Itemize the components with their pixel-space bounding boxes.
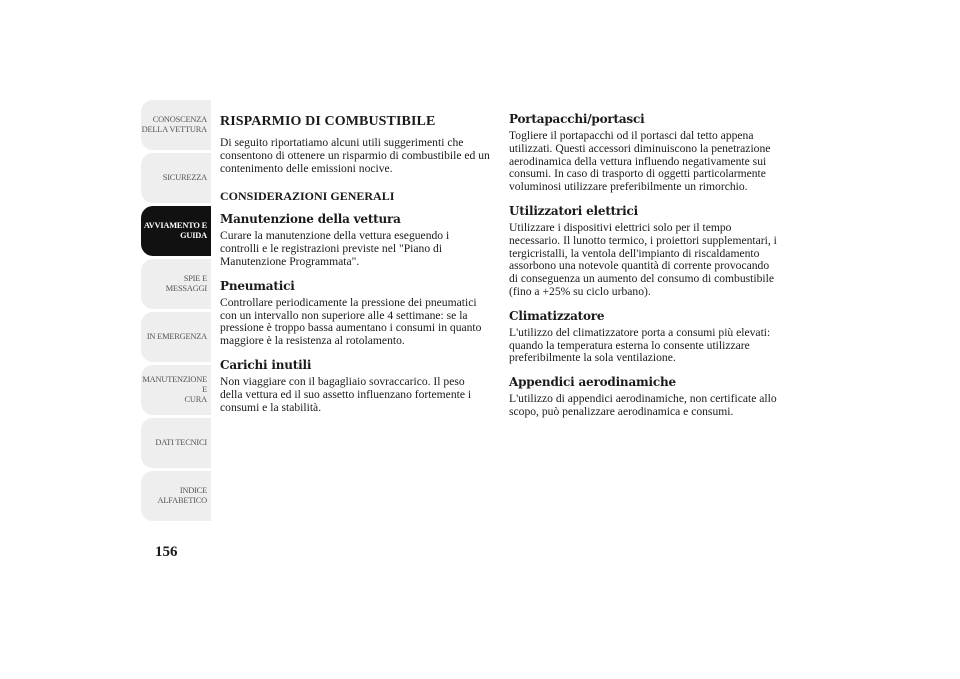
text-climatizzatore: L'utilizzo del climatizzatore porta a consumi più elevati: quando la temperatura esterna lo consente utilizzare preferibilmente la sola ventilazione. [509,325,771,365]
intro-paragraph: Di seguito riportatiamo alcuni utili suggerimenti che consentono di ottenere un risparmio di combustibile ed un contenimento delle emissioni nocive. [220,136,490,175]
heading-utilizzatori-elettrici: Utilizzatori elettrici [509,203,638,218]
text-portapacchi: Togliere il portapacchi od il portasci dal tetto appena utilizzati. Questi accessori diminuiscono la penetrazione aerodinamica della vettura influendo negativamente sui consumi. In caso di trasporto di oggetti particolarmente voluminosi utilizzare preferibilmente un rimorchio. [509,129,771,194]
heading-manutenzione: Manutenzione della vettura [220,212,401,227]
heading-carichi-inutili: Carichi inutili [220,357,312,372]
section-title: CONSIDERAZIONI GENERALI [220,189,395,204]
tab-conoscenza-della-vettura[interactable]: CONOSCENZA DELLA VETTURA [141,100,211,150]
text-pneumatici: Controllare periodicamente la pressione dei pneumatici con un intervallo non superiore alle 4 settimane: se la pressione è troppo bassa aumentano i consumi in quanto maggiore è la resistenza al rotolamento. [220,295,482,348]
left-column [220,114,490,424]
heading-pneumatici: Pneumatici [220,278,295,293]
tab-in-emergenza[interactable]: IN EMERGENZA [141,312,211,362]
text-carichi-inutili: Non viaggiare con il bagagliaio sovraccarico. Il peso della vettura ed il suo assetto influenzano fortemente i consumi e la stabilità. [220,374,472,414]
heading-appendici-aerodinamiche: Appendici aerodinamiche [509,375,676,390]
page-title: RISPARMIO DI COMBUSTIBILE [220,114,436,129]
text-utilizzatori-elettrici: Utilizzare i dispositivi elettrici solo per il tempo necessario. Il lunotto termico, i proiettori supplementari, i tergicristalli, la ventola dell'impianto di riscaldamento assorbono una notevole quantità di corrente provocando di conseguenza un aumento del consumo di combustibile (fino a +25% su ciclo urbano). [509,220,777,298]
chapter-sidebar [141,100,211,524]
tab-indice-alfabetico[interactable]: INDICE ALFABETICO [141,471,211,521]
tab-avviamento-e-guida[interactable]: AVVIAMENTO E GUIDA [141,206,211,256]
tab-dati-tecnici[interactable]: DATI TECNICI [141,418,211,468]
page-number: 156 [155,544,178,560]
tab-manutenzione-e-cura[interactable]: MANUTENZIONE E CURA [141,365,211,415]
heading-climatizzatore: Climatizzatore [509,308,605,323]
tab-sicurezza[interactable]: SICUREZZA [141,153,211,203]
text-appendici-aerodinamiche: L'utilizzo di appendici aerodinamiche, non certificate allo scopo, può penalizzare aerodinamica e consumi. [509,392,777,418]
heading-portapacchi: Portapacchi/portasci [509,112,645,126]
tab-spie-e-messaggi[interactable]: SPIE E MESSAGGI [141,259,211,309]
text-manutenzione: Curare la manutenzione della vettura eseguendo i controlli e le registrazioni previste nel "Piano di Manutenzione Programmata". [220,229,450,268]
right-column [509,112,779,429]
